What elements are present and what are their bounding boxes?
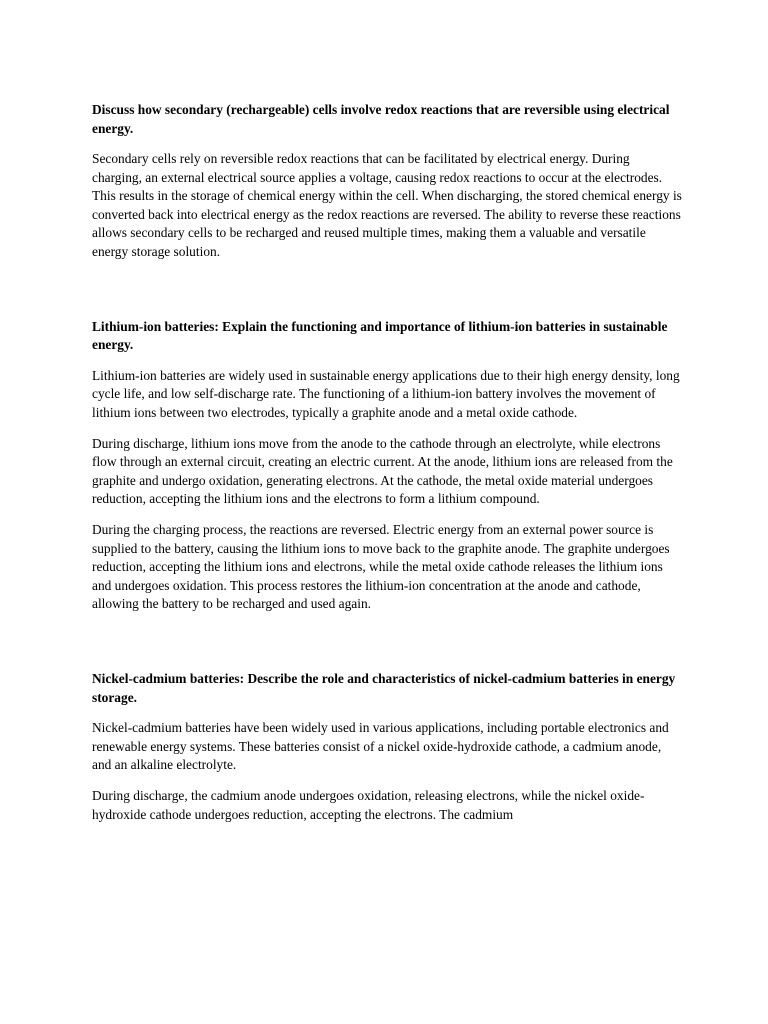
section-lithium-ion [92, 318, 682, 614]
section-nickel-cadmium [92, 670, 682, 824]
section-secondary-cells [92, 101, 682, 261]
section-heading: Nickel-cadmium batteries: Describe the role and characteristics of nickel-cadmium batteries in energy storage. [92, 671, 676, 705]
paragraph: Secondary cells rely on reversible redox reactions that can be facilitated by electrical energy. During charging, an external electrical source applies a voltage, causing redox reactions to occur at the electrodes. This results in the storage of chemical energy within the cell. When discharging, the stored chemical energy is converted back into electrical energy as the redox reactions are reversed. The ability to reverse these reactions allows secondary cells to be recharged and reused multiple times, making them a valuable and versatile energy storage solution. [92, 151, 682, 259]
paragraph: During the charging process, the reactions are reversed. Electric energy from an external power source is supplied to the battery, causing the lithium ions to move back to the graphite anode. The graphite undergoes reduction, accepting the lithium ions and electrons, while the metal oxide cathode releases the lithium ions and undergoes oxidation. This process restores the lithium-ion concentration at the anode and cathode, allowing the battery to be recharged and used again. [92, 522, 670, 611]
section-heading: Discuss how secondary (rechargeable) cells involve redox reactions that are reversible using electrical energy. [92, 102, 670, 136]
section-heading: Lithium-ion batteries: Explain the functioning and importance of lithium-ion batteries in sustainable energy. [92, 318, 668, 352]
section-spacer [92, 274, 682, 318]
paragraph: During discharge, lithium ions move from the anode to the cathode through an electrolyte, while electrons flow through an external circuit, creating an electric current. At the anode, lithium ions are released from the graphite and undergo oxidation, generating electrons. At the cathode, the metal oxide material undergoes reduction, accepting the lithium ions and the electrons to form a lithium compound. [92, 435, 673, 506]
paragraph: Lithium-ion batteries are widely used in sustainable energy applications due to their high energy density, long cycle life, and low self-discharge rate. The functioning of a lithium-ion battery involves the movement of lithium ions between two electrodes, typically a graphite anode and a metal oxide cathode. [92, 367, 680, 420]
paragraph: Nickel-cadmium batteries have been widely used in various applications, including portable electronics and renewable energy systems. These batteries consist of a nickel oxide-hydroxide cathode, a cadmium anode, and an alkaline electrolyte. [92, 720, 669, 772]
section-spacer [92, 626, 682, 670]
document-page [92, 101, 682, 837]
paragraph: During discharge, the cadmium anode undergoes oxidation, releasing electrons, while the nickel oxide-hydroxide cathode undergoes reduction, accepting the electrons. The cadmium [92, 788, 645, 822]
